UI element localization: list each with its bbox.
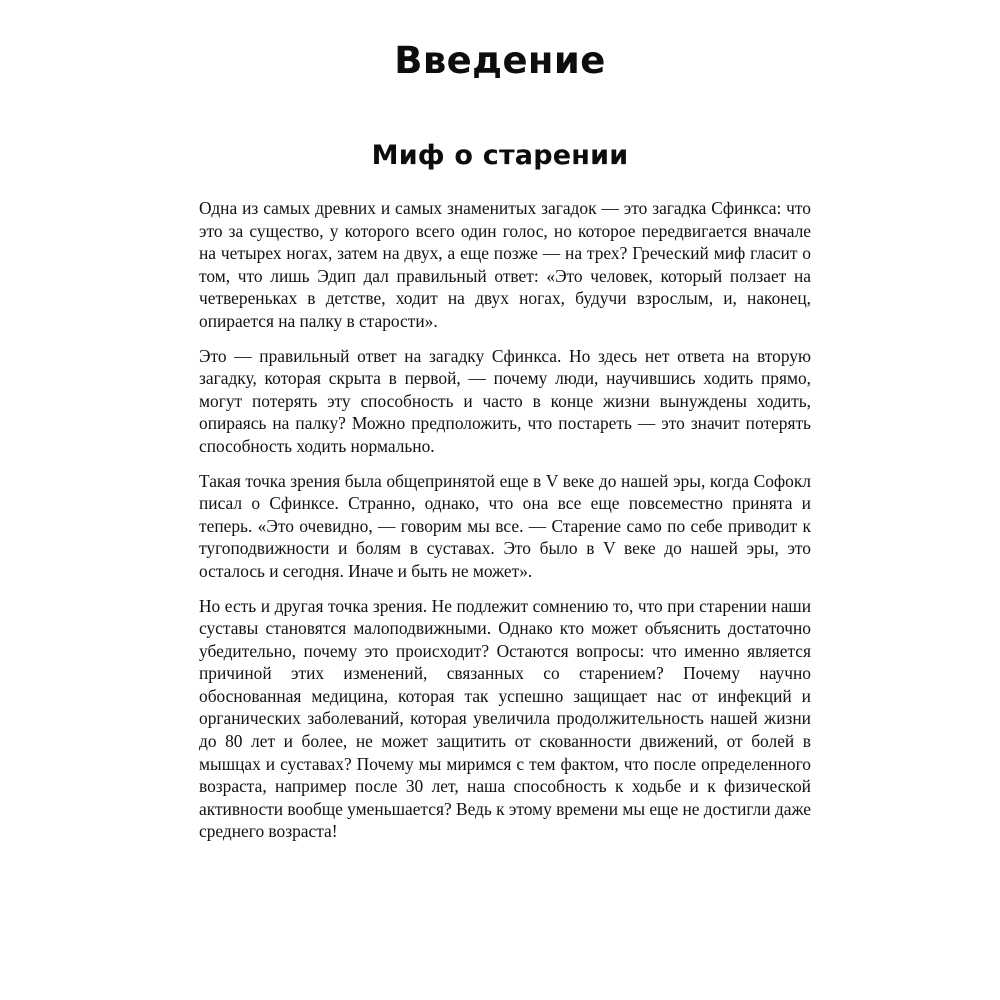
section-title: Миф о старении: [371, 139, 629, 171]
paragraph: Но есть и другая точка зрения. Не подлежит сомнению то, что при старении наши суставы становятся малоподвижными. Однако кто может объяснить достаточно убедительно, почему это происходит? Остаются вопросы: что именно является причиной этих изменений, связанных со старением? Почему научно обоснованная медицина, которая так успешно защищает нас от инфекций и органических заболеваний, которая увеличила продолжительность нашей жизни до 80 лет и более, не может защитить от скованности движений, от болей в мышцах и суставах? Почему мы миримся с тем фактом, что после определенного возраста, например после 30 лет, наша способность к ходьбе и к физической активности вообще уменьшается? Ведь к этому времени мы еще не достигли даже среднего возраста!: [199, 595, 811, 842]
paragraph: Это — правильный ответ на загадку Сфинкса. Но здесь нет ответа на вторую загадку, которая скрыта в первой, — почему люди, научившись ходить прямо, могут потерять эту способность и часто в конце жизни вынуждены ходить, опираясь на палку? Можно предположить, что постареть — это значит потерять способность ходить нормально.: [199, 345, 811, 456]
body-text-block: [199, 197, 811, 843]
paragraph: Одна из самых древних и самых знаменитых загадок — это загадка Сфинкса: что это за существо, у которого всего один голос, но которое передвигается вначале на четырех ногах, затем на двух, а еще позже — на трех? Греческий миф гласит о том, что лишь Эдип дал правильный ответ: «Это человек, который ползает на четвереньках в детстве, ходит на двух ногах, будучи взрослым, и, наконец, опирается на палку в старости».: [199, 198, 811, 331]
paragraph: Такая точка зрения была общепринятой еще в V веке до нашей эры, когда Софокл писал о Сфинксе. Странно, однако, что она все еще повсеместно принята и теперь. «Это очевидно, — говорим мы все. — Старение само по себе приводит к тугоподвижности и болям в суставах. Это было в V веке до нашей эры, это осталось и сегодня. Иначе и быть не может».: [199, 470, 811, 581]
chapter-title: Введение: [394, 39, 606, 82]
